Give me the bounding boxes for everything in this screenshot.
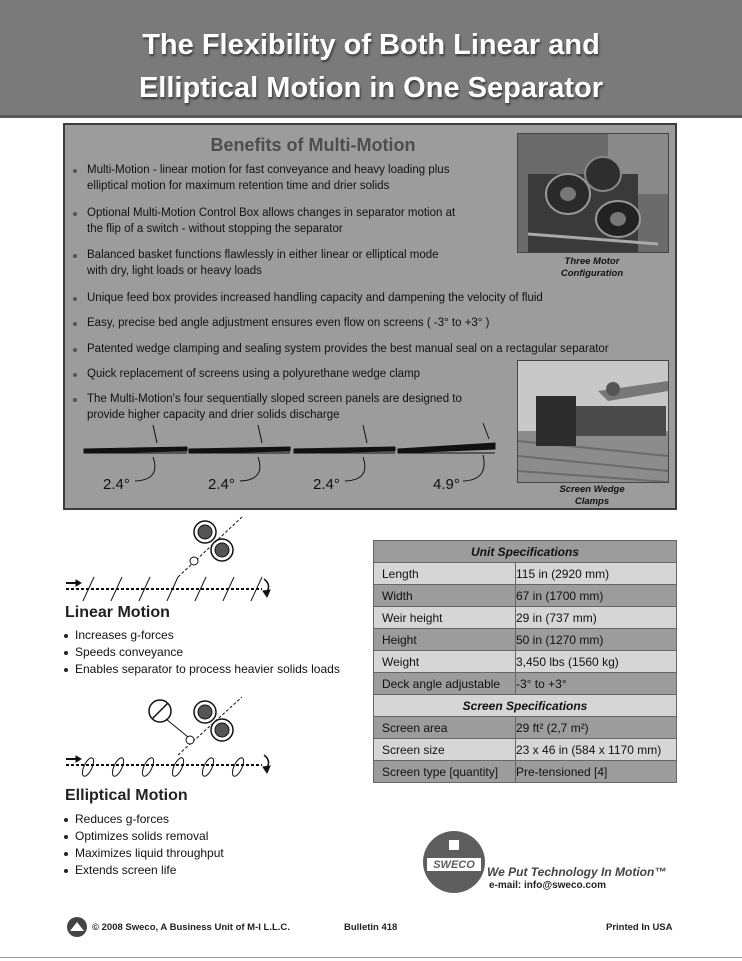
- linear-motion-diagram: [62, 515, 282, 601]
- table-row: [374, 761, 677, 783]
- printed-in: Printed In USA: [606, 922, 673, 933]
- benefit-item-text: [87, 247, 439, 279]
- elliptical-motion-title: Elliptical Motion: [65, 787, 188, 804]
- list-item: [64, 627, 340, 644]
- spec-label: Length: [374, 563, 516, 585]
- sweco-logo: [423, 831, 485, 893]
- list-item: [64, 862, 224, 879]
- benefits-title: Benefits of Multi-Motion: [210, 135, 416, 155]
- benefit-item-text: [87, 341, 609, 357]
- bullet-dot-icon: [73, 297, 77, 301]
- list-item: [64, 661, 340, 678]
- benefit-item-line: provide higher capacity and drier solids discharge: [87, 409, 340, 421]
- spec-value: 115 in (2920 mm): [516, 563, 677, 585]
- list-item-text: Reduces g-forces: [75, 812, 170, 826]
- table-row: [374, 563, 677, 585]
- spec-label: Width: [374, 585, 516, 607]
- list-item-text: Increases g-forces: [75, 628, 174, 642]
- bullet-dot-icon: [64, 634, 68, 638]
- spec-value: 29 ft² (2,7 m²): [516, 717, 677, 739]
- benefit-item-text: [87, 205, 455, 237]
- table-row: [374, 673, 677, 695]
- benefit-item-line: Easy, precise bed angle adjustment ensures even flow on screens ( -3° to +3° ): [87, 317, 490, 329]
- list-item-text: Extends screen life: [75, 863, 177, 877]
- three-motor-caption: [517, 256, 667, 280]
- benefit-item-line: Balanced basket functions flawlessly in either linear or elliptical mode: [87, 249, 439, 261]
- table-section-header: [374, 541, 677, 563]
- benefit-item-text: [87, 162, 449, 194]
- table-row: [374, 607, 677, 629]
- benefit-item-line: Unique feed box provides increased handling capacity and dampening the velocity of fluid: [87, 292, 543, 304]
- spec-label: Screen type [quantity]: [374, 761, 516, 783]
- specifications-table: [373, 540, 677, 783]
- list-item: [64, 845, 224, 862]
- table-row: [374, 585, 677, 607]
- page-title-line2: Elliptical Motion in One Separator: [138, 72, 604, 104]
- mi-logo-icon: [66, 916, 88, 938]
- table-row: [374, 629, 677, 651]
- benefit-item-text: [87, 290, 543, 306]
- list-item: [64, 644, 340, 661]
- bullet-dot-icon: [64, 651, 68, 655]
- three-motor-photo: [517, 133, 669, 253]
- table-section-header: [374, 695, 677, 717]
- sweco-logo-text: SWECO: [433, 859, 475, 871]
- spec-value: 23 x 46 in (584 x 1170 mm): [516, 739, 677, 761]
- angle-label-1: 2.4°: [103, 476, 130, 493]
- benefit-item-line: the flip of a switch - without stopping the separator: [87, 223, 343, 235]
- spec-value: 29 in (737 mm): [516, 607, 677, 629]
- benefit-item-line: Patented wedge clamping and sealing system provides the best manual seal on a rectagular separator: [87, 343, 609, 355]
- list-item-text: Speeds conveyance: [75, 645, 184, 659]
- benefit-item-line: Quick replacement of screens using a polyurethane wedge clamp: [87, 368, 421, 380]
- spec-label: Height: [374, 629, 516, 651]
- bullet-dot-icon: [64, 668, 68, 672]
- screen-wedge-caption: [517, 484, 667, 508]
- benefit-item-line: elliptical motion for maximum retention time and drier solids: [87, 180, 390, 192]
- bullet-dot-icon: [73, 254, 77, 258]
- angle-label-4: 4.9°: [433, 476, 460, 493]
- bullet-dot-icon: [64, 869, 68, 873]
- benefit-item-text: [87, 315, 489, 331]
- bullet-dot-icon: [73, 212, 77, 216]
- linear-motion-list: [64, 627, 340, 678]
- linear-motion-title: Linear Motion: [65, 604, 170, 621]
- spec-value: Pre-tensioned [4]: [516, 761, 677, 783]
- table-row: [374, 717, 677, 739]
- three-motor-caption-line1: Three Motor: [564, 256, 620, 267]
- spec-label: Screen size: [374, 739, 516, 761]
- spec-label: Screen area: [374, 717, 516, 739]
- contact-email: e-mail: info@sweco.com: [489, 880, 606, 891]
- table-row: [374, 739, 677, 761]
- screen-wedge-caption-line2: Clamps: [574, 496, 610, 507]
- table-row: [374, 651, 677, 673]
- page-title-line1: The Flexibility of Both Linear and: [142, 29, 600, 61]
- bullet-dot-icon: [73, 169, 77, 173]
- header-banner: [0, 0, 742, 118]
- screen-wedge-photo: [517, 360, 669, 483]
- bullet-dot-icon: [73, 398, 77, 402]
- bullet-dot-icon: [64, 818, 68, 822]
- copyright: © 2008 Sweco, A Business Unit of M-I L.L.C.: [92, 922, 290, 933]
- list-item: [64, 828, 224, 845]
- page-title: [0, 24, 742, 110]
- spec-value: 67 in (1700 mm): [516, 585, 677, 607]
- bullet-dot-icon: [73, 348, 77, 352]
- spec-value: 50 in (1270 mm): [516, 629, 677, 651]
- bulletin-number: Bulletin 418: [344, 922, 398, 933]
- benefit-item-text: [87, 366, 420, 382]
- spec-label: Weight: [374, 651, 516, 673]
- angle-label-3: 2.4°: [313, 476, 340, 493]
- screen-wedge-caption-line1: Screen Wedge: [559, 484, 625, 495]
- slogan: We Put Technology In Motion™: [487, 865, 667, 879]
- elliptical-motion-diagram: [62, 695, 282, 781]
- list-item-text: Optimizes solids removal: [75, 829, 209, 843]
- three-motor-caption-line2: Configuration: [560, 268, 624, 279]
- benefit-item-line: Multi-Motion - linear motion for fast conveyance and heavy loading plus: [87, 164, 450, 176]
- section-title: Screen Specifications: [374, 695, 677, 717]
- bullet-dot-icon: [73, 322, 77, 326]
- benefit-item-line: Optional Multi-Motion Control Box allows changes in separator motion at: [87, 207, 456, 219]
- bullet-dot-icon: [64, 852, 68, 856]
- list-item: [64, 811, 224, 828]
- footer-divider: [0, 957, 742, 958]
- spec-value: -3° to +3°: [516, 673, 677, 695]
- benefit-item-line: The Multi-Motion's four sequentially sloped screen panels are designed to: [87, 393, 462, 405]
- section-title: Unit Specifications: [374, 541, 677, 563]
- bullet-dot-icon: [73, 373, 77, 377]
- benefit-item-line: with dry, light loads or heavy loads: [87, 265, 262, 277]
- spec-label: Deck angle adjustable: [374, 673, 516, 695]
- angle-label-2: 2.4°: [208, 476, 235, 493]
- list-item-text: Enables separator to process heavier solids loads: [75, 662, 340, 676]
- spec-value: 3,450 lbs (1560 kg): [516, 651, 677, 673]
- bullet-dot-icon: [64, 835, 68, 839]
- spec-label: Weir height: [374, 607, 516, 629]
- list-item-text: Maximizes liquid throughput: [75, 846, 224, 860]
- elliptical-motion-list: [64, 811, 224, 879]
- benefits-panel: [63, 123, 677, 510]
